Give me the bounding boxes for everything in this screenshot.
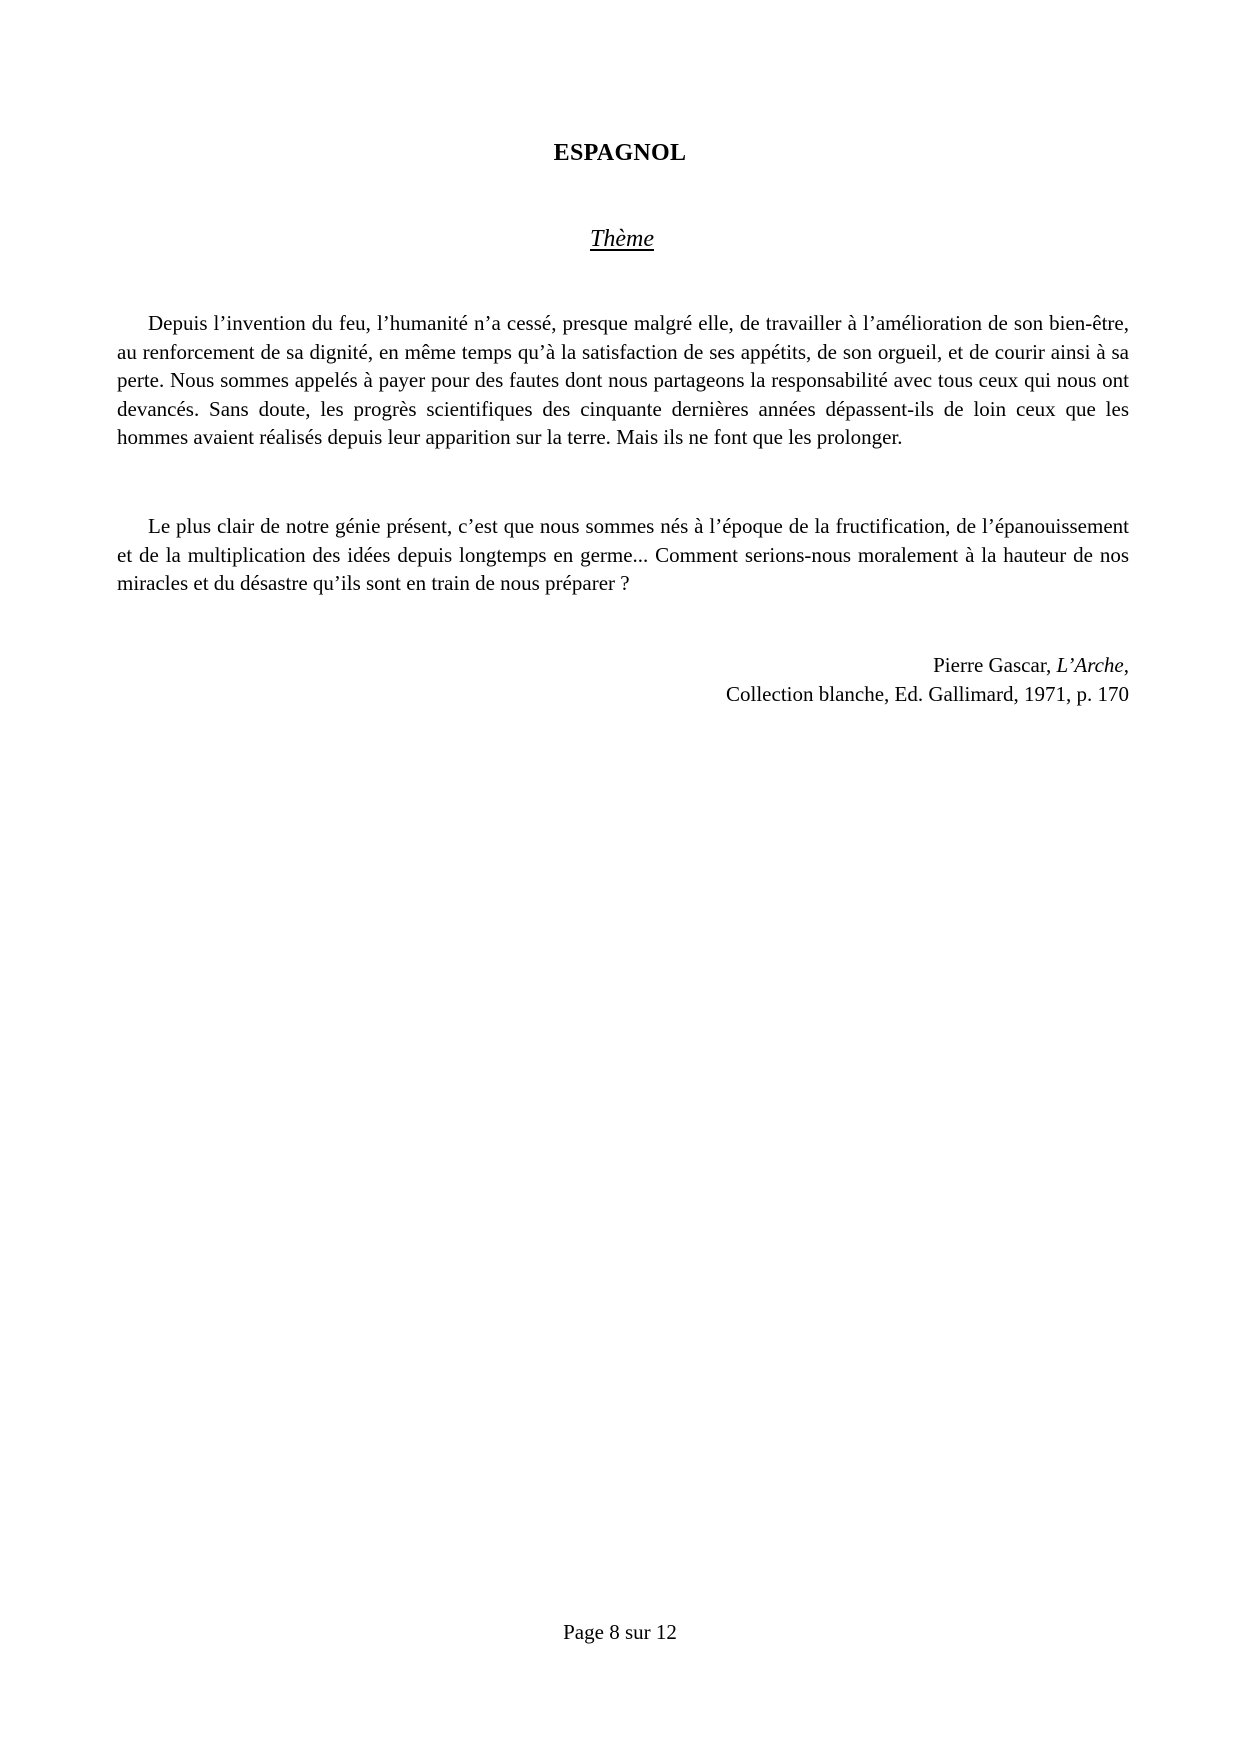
citation-work-suffix: , — [1123, 653, 1129, 677]
body-paragraph-2: Le plus clair de notre génie présent, c’est que nous sommes nés à l’époque de la fructification, de l’épanouissement et de la multiplication des idées depuis longtemps en germe... Comment serions-nous moralement à la hauteur de nos miracles et du désastre qu’ils sont en train de nous préparer ? — [117, 514, 1129, 596]
page-number: Page 8 sur 12 — [563, 1620, 677, 1644]
citation-details: Collection blanche, Ed. Gallimard, 1971, p. 170 — [726, 681, 1129, 706]
citation-work-title: L’Arche — [1056, 653, 1124, 677]
citation — [726, 651, 1129, 708]
body-paragraph-1: Depuis l’invention du feu, l’humanité n’a cessé, presque malgré elle, de travailler à l’amélioration de son bien-être, au renforcement de sa dignité, en même temps qu’à la satisfaction de ses appétits, de son orgueil, et de courir ainsi à sa perte. Nous sommes appelés à payer pour des fautes dont nous partageons la responsabilité avec tous ceux qui nous ont devancés. Sans doute, les progrès scientifiques des cinquante dernières années dépassent-ils de loin ceux que les hommes avaient réalisés depuis leur apparition sur la terre. Mais ils ne font que les prolonger. — [117, 311, 1129, 450]
page-title: ESPAGNOL — [553, 140, 687, 166]
section-subtitle: Thème — [590, 226, 654, 252]
citation-author: Pierre Gascar, — [933, 653, 1057, 677]
citation-author-line — [726, 651, 1129, 680]
